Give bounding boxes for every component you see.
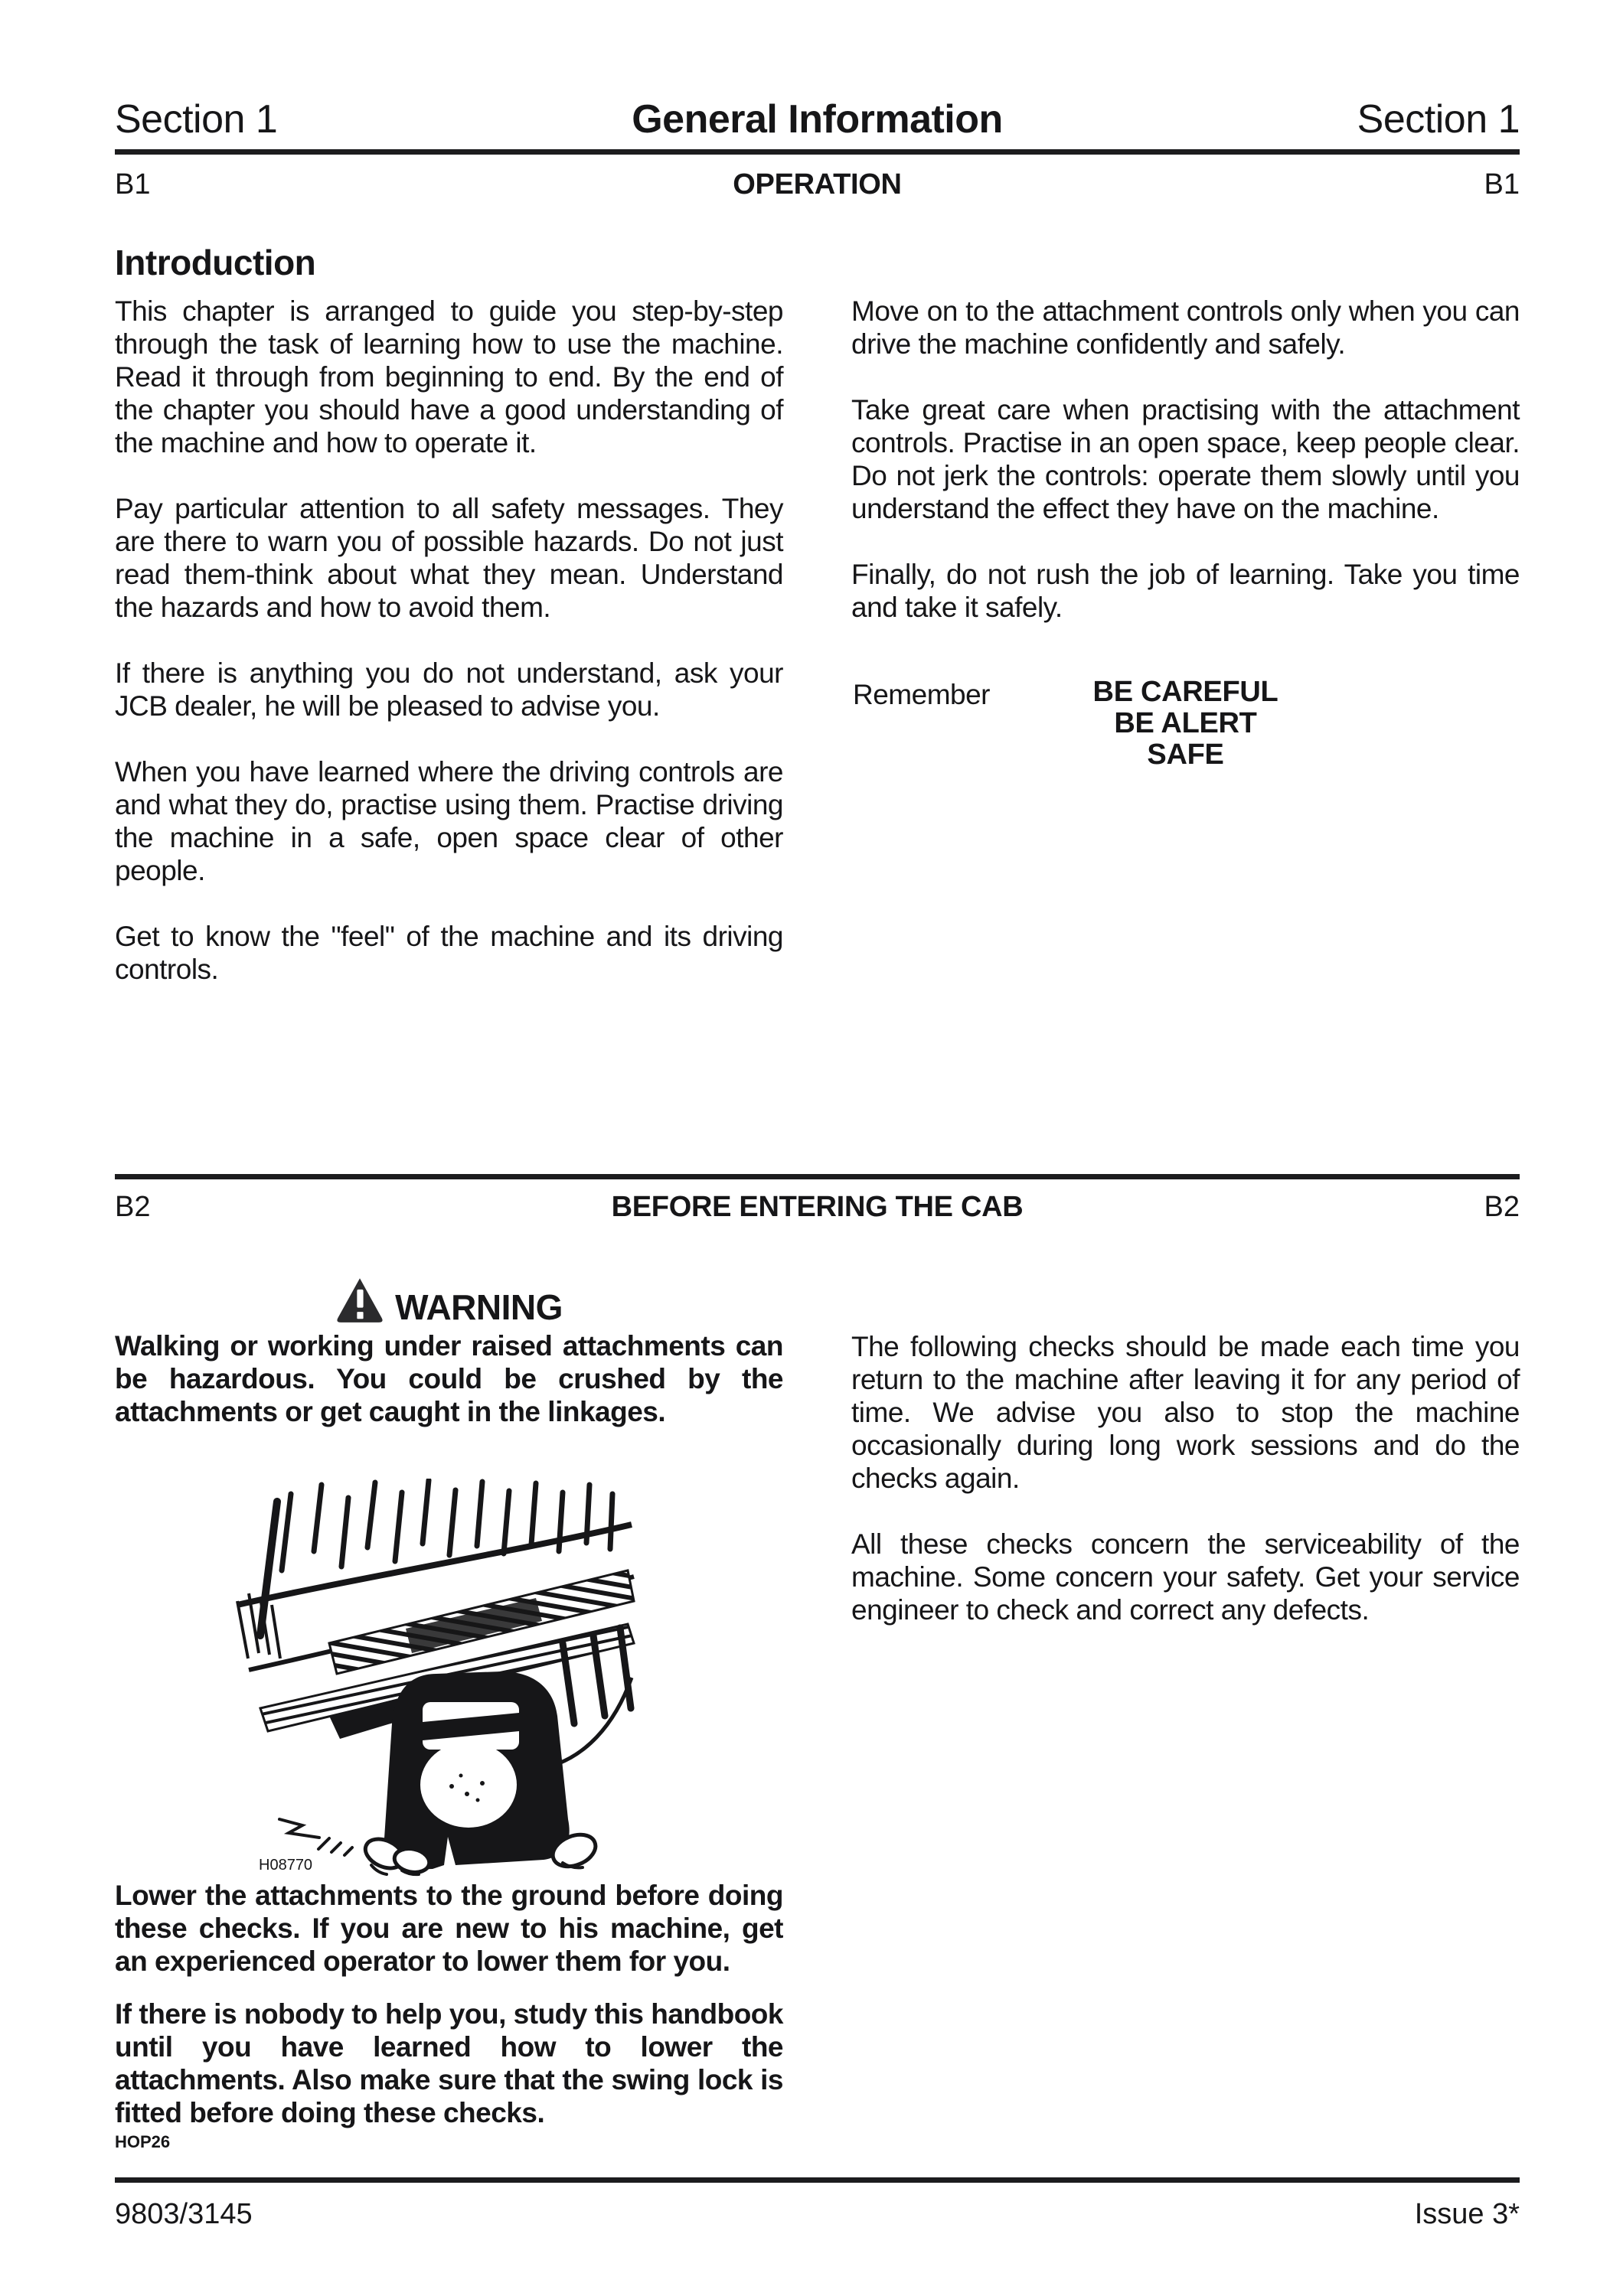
instruction-paragraph: If there is nobody to help you, study this handbook until you have learned how to lower the attachments. Also make sure that the swing lock is fitted before doing these checks. [115,1998,783,2128]
header-rule [115,149,1520,155]
page-footer [115,2198,1520,2231]
paragraph: Move on to the attachment controls only when you can drive the machine confidently and safely. [851,295,1520,360]
intro-left-column [115,295,783,986]
footer-rule [115,2177,1520,2183]
paragraph: The following checks should be made each time you return to the machine after leaving it for any period of time. We advise you also to stop the machine occasionally during long work sessions and do the checks again. [851,1331,1520,1494]
warning-header [115,1276,783,1329]
paragraph: All these checks concern the serviceability of the machine. Some concern your safety. Get your service engineer to check and correct any defects. [851,1528,1520,1626]
motto-line: BE ALERT [1114,707,1257,739]
paragraph: If there is anything you do not understand, ask your JCB dealer, he will be pleased to advise you. [115,657,783,722]
paragraph: Take great care when practising with the attachment controls. Practise in an open space, keep people clear. Do not jerk the controls: operate them slowly until you understand the effect they have on the machine. [851,394,1520,524]
paragraph: Pay particular attention to all safety messages. They are there to warn you of possible hazards. Do not just read them-think about what they mean. Understand the hazards and how to avoid them. [115,493,783,623]
intro-right-column [851,295,1520,624]
issue-number: Issue 3* [1414,2198,1520,2230]
page-ref-left: B2 [115,1191,151,1223]
header-right: Section 1 [1357,97,1520,142]
warning-text-block [115,1329,783,1428]
page-ref-left: B1 [115,168,151,201]
warning-paragraph: Walking or working under raised attachments can be hazardous. You could be crushed by the attachments or get caught in the linkages. [115,1330,783,1427]
figure-label: H08770 [259,1857,313,1874]
remember-block [851,677,1520,771]
warning-title: WARNING [395,1287,563,1327]
paragraph: Get to know the "feel" of the machine and its driving controls. [115,921,783,985]
publication-number: 9803/3145 [115,2198,253,2230]
lower-instructions [115,1879,783,2129]
page-ref-right: B2 [1484,1191,1520,1223]
chapter-title: OPERATION [733,168,902,201]
section-title-introduction: Introduction [115,243,316,282]
motto-line: BE CAREFUL [1092,676,1278,708]
section-divider-rule [115,1174,1520,1179]
sub-header-b2 [115,1191,1520,1224]
warning-triangle-icon [335,1276,384,1329]
attachment-hazard-illustration [214,1479,643,1877]
chapter-title: BEFORE ENTERING THE CAB [611,1191,1024,1223]
paragraph: Finally, do not rush the job of learning. Take you time and take it safely. [851,559,1520,623]
paragraph: When you have learned where the driving controls are and what they do, practise using them. Practise driving the machine in a safe, open space clear of other people. [115,756,783,886]
topic-code-label: HOP26 [115,2132,171,2151]
paragraph: This chapter is arranged to guide you step-by-step through the task of learning how to use the machine. Read it through from beginning to end. By the end of the chapter you should have a good understanding of the machine and how to operate it. [115,295,783,458]
checks-right-column [851,1330,1520,1626]
page-ref-right: B1 [1484,168,1520,201]
motto-line: SAFE [1147,739,1224,771]
remember-label: Remember [853,679,990,710]
sub-header [115,168,1520,201]
page-header [115,96,1520,142]
page-title: General Information [632,97,1003,142]
instruction-paragraph: Lower the attachments to the ground before doing these checks. If you are new to his machine, get an experienced operator to lower them for you. [115,1880,783,1977]
header-left: Section 1 [115,97,278,142]
